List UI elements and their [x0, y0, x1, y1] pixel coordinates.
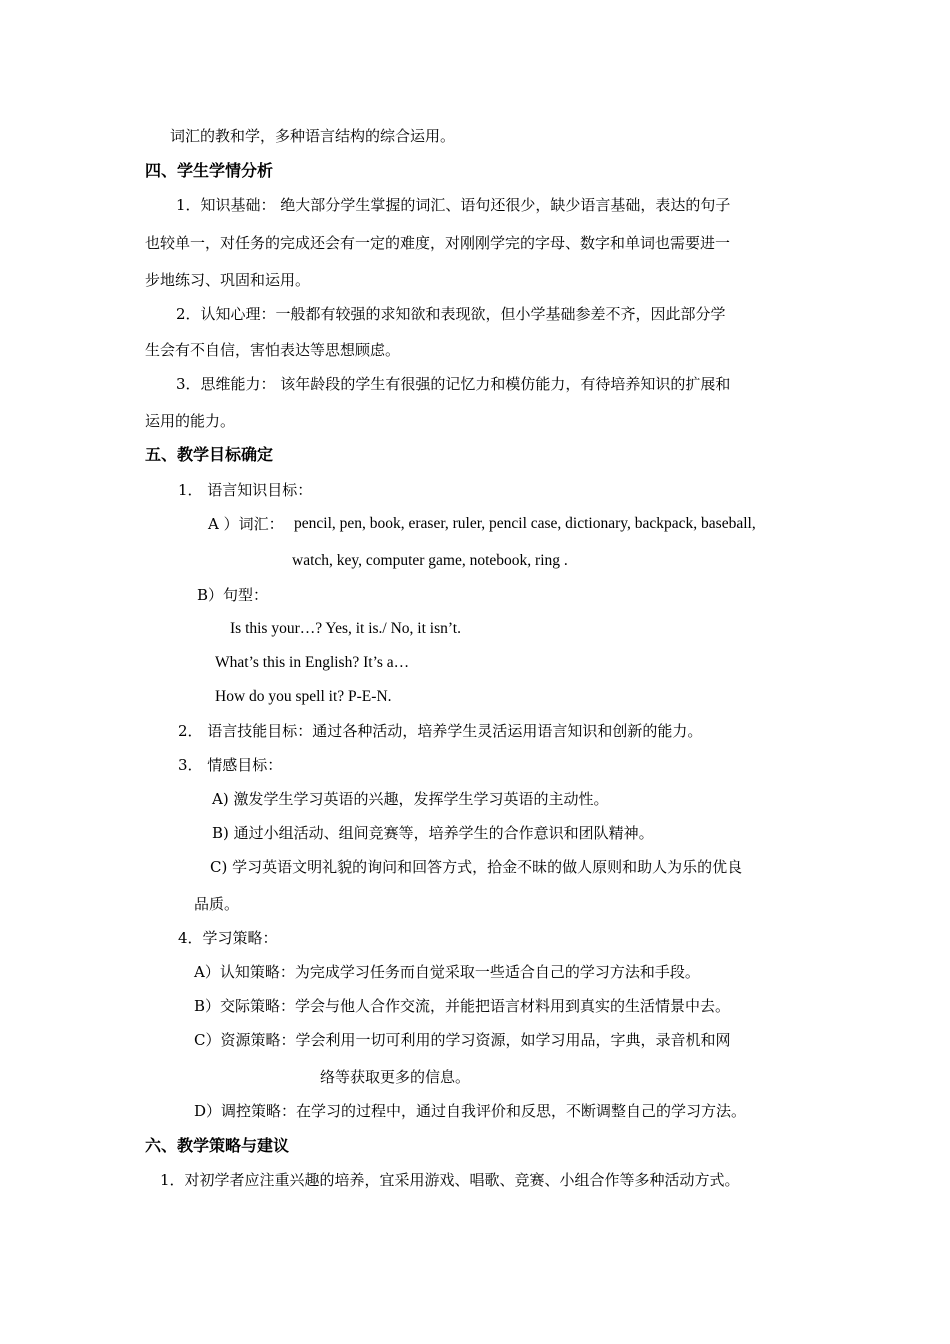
- pattern-label: B）句型：: [197, 586, 269, 604]
- pattern-line-2: What’s this in English? It’s a…: [215, 654, 410, 671]
- section-5-heading: 五、教学目标确定: [145, 445, 274, 464]
- sec4-p2-line1: 2．认知心理：一般都有较强的求知欲和表现欲，但小学基础参差不齐，因此部分学: [176, 305, 726, 323]
- sec4-p1-line2: 也较单一，对任务的完成还会有一定的难度，对刚刚学完的字母、数字和单词也需要进一: [145, 234, 731, 252]
- goal-2-line: 2． 语言技能目标：通过各种活动，培养学生灵活运用语言知识和创新的能力。: [178, 722, 703, 740]
- strategy-d: D）调控策略：在学习的过程中，通过自我评价和反思，不断调整自己的学习方法。: [194, 1102, 747, 1120]
- goal-4-label: 4．学习策略：: [178, 929, 278, 947]
- strategy-c-line2: 络等获取更多的信息。: [320, 1068, 471, 1086]
- intro-tail-line: 词汇的教和学，多种语言结构的综合运用。: [170, 127, 456, 145]
- pattern-line-3: How do you spell it? P-E-N.: [215, 688, 392, 705]
- sec4-p1-line1: 1．知识基础： 绝大部分学生掌握的词汇、语句还很少，缺少语言基础，表达的句子: [176, 196, 731, 214]
- sec4-p3-line1: 3．思维能力： 该年龄段的学生有很强的记忆力和模仿能力，有待培养知识的扩展和: [176, 375, 731, 393]
- strategy-b: B）交际策略：学会与他人合作交流，并能把语言材料用到真实的生活情景中去。: [194, 997, 731, 1015]
- affective-a: A) 激发学生学习英语的兴趣，发挥学生学习英语的主动性。: [212, 790, 609, 808]
- pattern-line-1: Is this your…? Yes, it is./ No, it isn’t.: [230, 620, 461, 637]
- affective-b: B) 通过小组活动、组间竞赛等，培养学生的合作意识和团队精神。: [212, 824, 654, 842]
- strategy-a: A）认知策略：为完成学习任务而自觉采取一些适合自己的学习方法和手段。: [194, 963, 700, 981]
- goal-3-label: 3． 情感目标：: [178, 756, 283, 774]
- sec4-p1-line3: 步地练习、巩固和运用。: [145, 271, 311, 289]
- sec4-p2-line2: 生会有不自信，害怕表达等思想顾虑。: [145, 341, 401, 359]
- vocab-line-2: watch, key, computer game, notebook, ring .: [292, 552, 568, 569]
- strategy-c-line1: C）资源策略：学会利用一切可利用的学习资源，如学习用品，字典，录音机和网: [194, 1031, 731, 1049]
- section-4-heading: 四、学生学情分析: [145, 161, 274, 180]
- vocab-line-1: pencil, pen, book, eraser, ruler, pencil case, dictionary, backpack, baseball,: [294, 515, 756, 532]
- affective-c-line2: 品质。: [194, 895, 240, 913]
- goal-1-label: 1． 语言知识目标：: [178, 481, 313, 499]
- sec6-p1: 1．对初学者应注重兴趣的培养，宜采用游戏、唱歌、竞赛、小组合作等多种活动方式。: [160, 1171, 740, 1189]
- vocab-label: A ）词汇：: [208, 515, 284, 533]
- sec4-p3-line2: 运用的能力。: [145, 412, 236, 430]
- affective-c-line1: C) 学习英语文明礼貌的询问和回答方式，拾金不昧的做人原则和助人为乐的优良: [210, 858, 743, 876]
- section-6-heading: 六、教学策略与建议: [145, 1136, 290, 1155]
